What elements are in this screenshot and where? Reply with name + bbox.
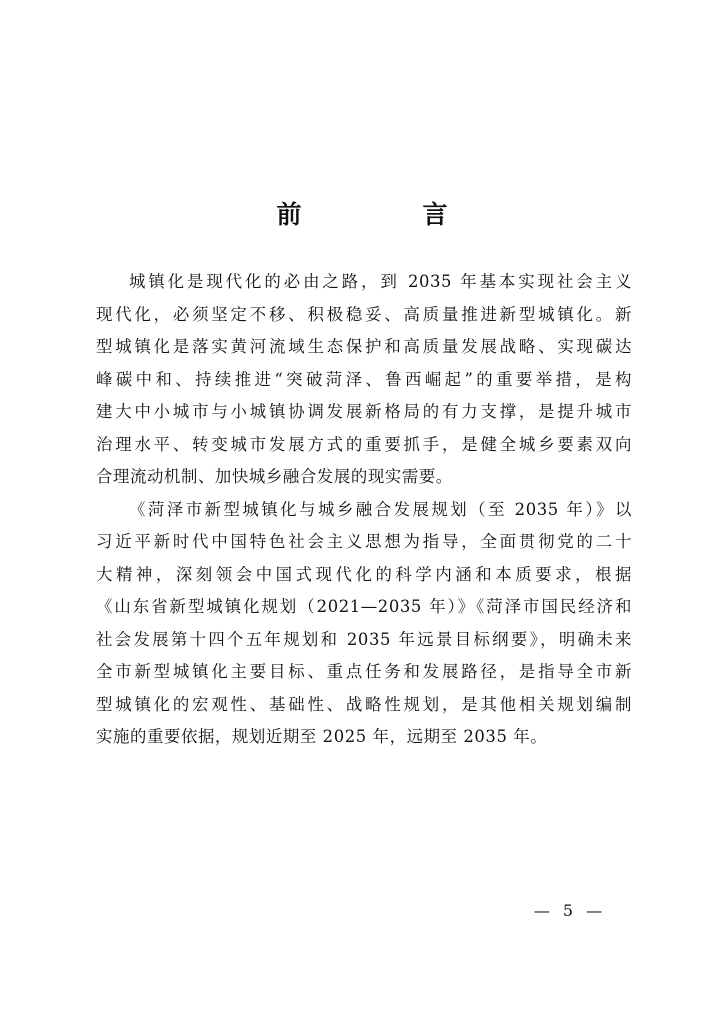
paragraph-2-line-2: 习近平新时代中国特色社会主义思想为指导，全面贯彻党的二十 <box>96 532 632 551</box>
body-text <box>96 266 632 754</box>
paragraph-2-line-5: 社会发展第十四个五年规划和 2035 年远景目标纲要》，明确未来 <box>96 629 632 649</box>
paragraph-1-line-7: 合理流动机制、加快城乡融合发展的现实需要。 <box>96 467 453 486</box>
paragraph-1-line-5: 建大中小城市与小城镇协调发展新格局的有力支撑，是提升城市 <box>96 402 632 421</box>
paragraph-1-line-6: 治理水平、转变城市发展方式的重要抓手，是健全城乡要素双向 <box>96 434 632 454</box>
paragraph-1-line-1: 城镇化是现代化的必由之路，到 2035 年基本实现社会主义 <box>129 272 632 291</box>
paragraph-1-line-3: 型城镇化是落实黄河流域生态保护和高质量发展战略、实现碳达 <box>96 337 632 356</box>
page-number: — 5 — <box>533 901 607 920</box>
paragraph-1-line-2: 现代化，必须坚定不移、积极稳妥、高质量推进新型城镇化。新 <box>96 304 632 324</box>
paragraph-2-line-6: 全市新型城镇化主要目标、重点任务和发展路径，是指导全市新 <box>96 662 632 681</box>
paragraph-2-line-8: 实施的重要依据，规划近期至 2025 年，远期至 2035 年。 <box>96 727 548 746</box>
paragraph-2-line-7: 型城镇化的宏观性、基础性、战略性规划，是其他相关规划编制 <box>96 694 632 714</box>
page-title: 前 言 <box>276 200 496 229</box>
paragraph-2-line-4: 《山东省新型城镇化规划（2021—2035 年）》《菏泽市国民经济和 <box>96 597 632 616</box>
paragraph-2-line-1: 《菏泽市新型城镇化与城乡融合发展规划（至 2035 年）》以 <box>129 499 632 519</box>
paragraph-2-line-3: 大精神，深刻领会中国式现代化的科学内涵和本质要求，根据 <box>96 564 632 584</box>
paragraph-1-line-4: 峰碳中和、持续推进“突破菏泽、鲁西崛起”的重要举措，是构 <box>96 369 632 389</box>
